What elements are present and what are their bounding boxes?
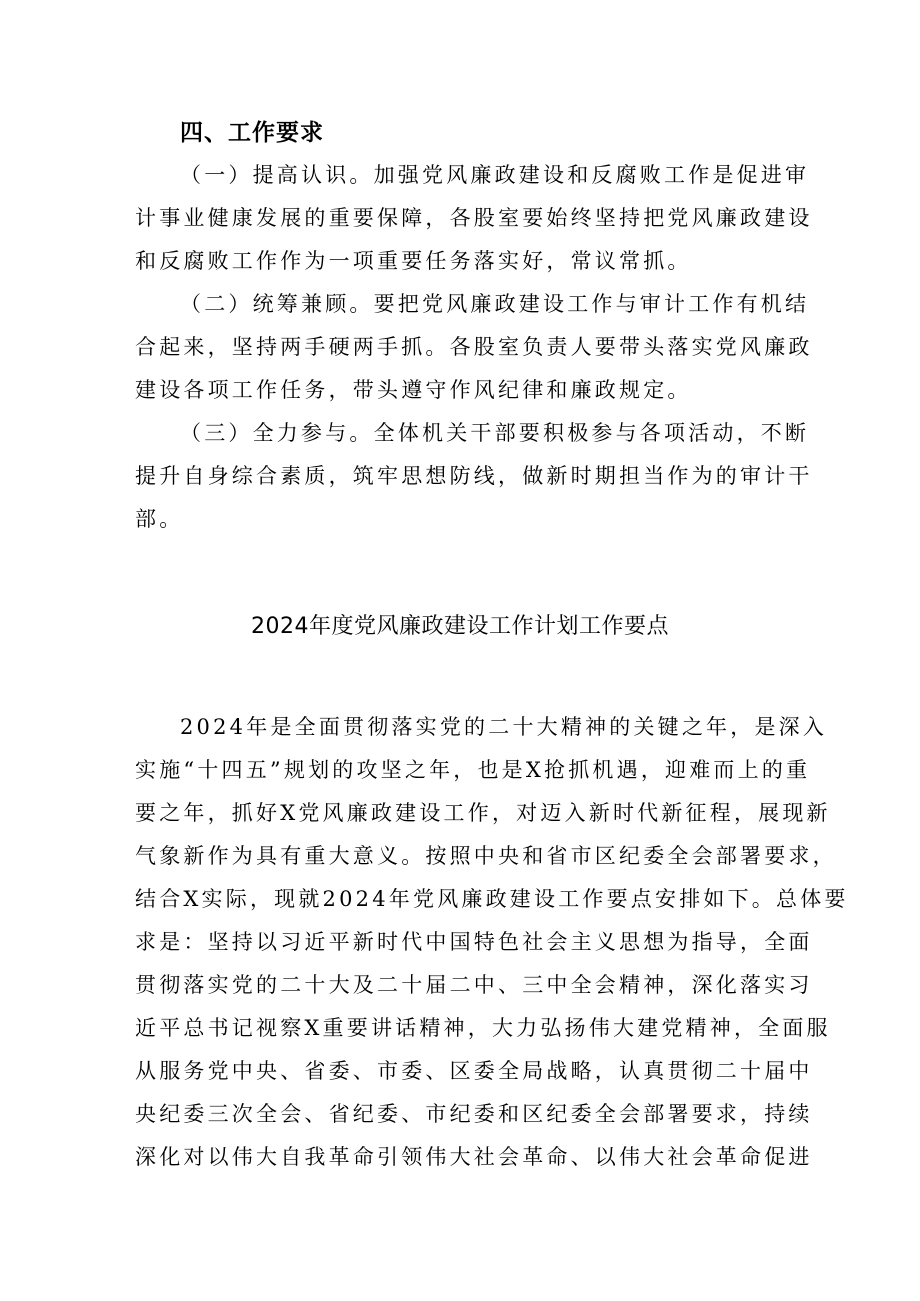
paragraph-line: 实施“十四五”规划的攻坚之年，也是X抢抓机遇，迎难而上的重 bbox=[135, 758, 811, 782]
paragraph-line: 部。 bbox=[135, 507, 184, 531]
document-title: 2024年度党风廉政建设工作计划工作要点 bbox=[251, 614, 669, 639]
paragraph-line: 合起来，坚持两手硬两手抓。各股室负责人要带头落实党风廉政 bbox=[135, 335, 813, 359]
paragraph-line: 结合X实际，现就2024年党风廉政建设工作要点安排如下。总体要 bbox=[135, 887, 849, 911]
paragraph-line: 求是：坚持以习近平新时代中国特色社会主义思想为指导，全面 bbox=[135, 930, 813, 954]
paragraph-line: 和反腐败工作作为一项重要任务落实好，常议常抓。 bbox=[135, 249, 692, 273]
paragraph-line: （二）统筹兼顾。要把党风廉政建设工作与审计工作有机结 bbox=[180, 292, 810, 316]
paragraph-line: 建设各项工作任务，带头遵守作风纪律和廉政规定。 bbox=[135, 378, 692, 402]
paragraph-line: 提升自身综合素质，筑牢思想防线，做新时期担当作为的审计干 bbox=[135, 464, 813, 488]
paragraph-line: （三）全力参与。全体机关干部要积极参与各项活动，不断 bbox=[180, 421, 810, 445]
section-heading: 四、工作要求 bbox=[180, 120, 324, 146]
paragraph-line: 要之年，抓好X党风廉政建设工作，对迈入新时代新征程，展现新 bbox=[135, 801, 831, 825]
paragraph-line: 近平总书记视察X重要讲话精神，大力弘扬伟大建党精神，全面服 bbox=[135, 1016, 831, 1040]
paragraph-line: 计事业健康发展的重要保障，各股室要始终坚持把党风廉政建设 bbox=[135, 206, 813, 230]
paragraph-line: 从服务党中央、省委、市委、区委全局战略，认真贯彻二十届中 bbox=[135, 1059, 813, 1083]
paragraph-line: （一）提高认识。加强党风廉政建设和反腐败工作是促进审 bbox=[180, 163, 810, 187]
paragraph-line: 气象新作为具有重大意义。按照中央和省市区纪委全会部署要求， bbox=[135, 844, 837, 868]
paragraph-line: 2024年是全面贯彻落实党的二十大精神的关键之年，是深入 bbox=[180, 715, 828, 739]
paragraph-line: 深化对以伟大自我革命引领伟大社会革命、以伟大社会革命促进 bbox=[135, 1145, 813, 1169]
paragraph-line: 央纪委三次全会、省纪委、市纪委和区纪委全会部署要求，持续 bbox=[135, 1102, 813, 1126]
paragraph-line: 贯彻落实党的二十大及二十届二中、三中全会精神，深化落实习 bbox=[135, 973, 813, 997]
